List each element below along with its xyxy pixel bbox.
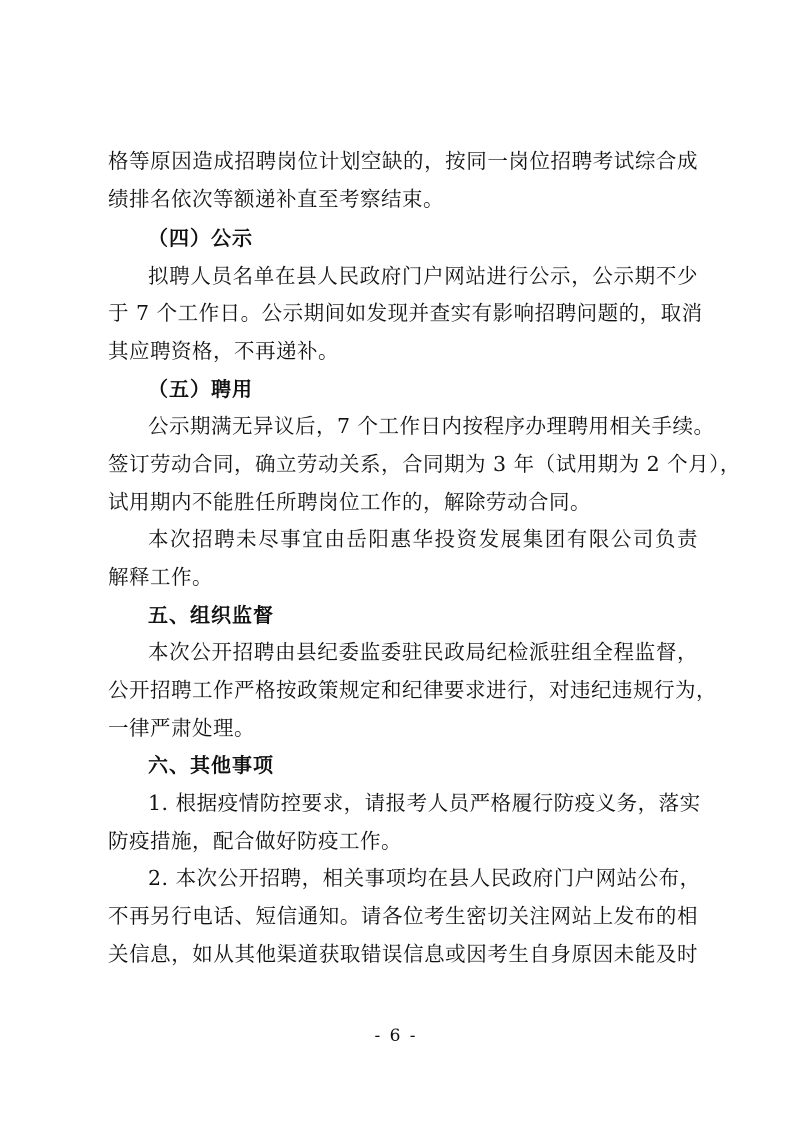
body-line: 不再另行电话、短信通知。请各位考生密切关注网站上发布的相 bbox=[108, 904, 698, 928]
body-line: 试用期内不能胜任所聘岗位工作的，解除劳动合同。 bbox=[108, 490, 591, 514]
body-line: 解释工作。 bbox=[108, 565, 213, 589]
body-line: 格等原因造成招聘岗位计划空缺的，按同一岗位招聘考试综合成 bbox=[108, 149, 698, 173]
section-heading-supervision: 五、组织监督 bbox=[148, 603, 274, 627]
body-line: 于 7 个工作日。公示期间如发现并查实有影响招聘问题的，取消 bbox=[108, 301, 703, 325]
section-heading-other-matters: 六、其他事项 bbox=[148, 753, 274, 777]
body-line: 防疫措施，配合做好防疫工作。 bbox=[108, 829, 402, 853]
body-line: 其应聘资格，不再递补。 bbox=[108, 339, 339, 363]
section-heading-publicity: （四）公示 bbox=[148, 226, 253, 250]
body-line: 签订劳动合同，确立劳动关系，合同期为 3 年（试用期为 2 个月）， bbox=[108, 452, 741, 476]
body-line: 本次招聘未尽事宜由岳阳惠华投资发展集团有限公司负责 bbox=[148, 527, 698, 551]
body-line: 本次公开招聘由县纪委监委驻民政局纪检派驻组全程监督， bbox=[148, 640, 698, 664]
page-number: - 6 - bbox=[374, 1026, 418, 1046]
body-line: 1. 根据疫情防控要求，请报考人员严格履行防疫义务，落实 bbox=[148, 791, 701, 815]
body-line: 关信息，如从其他渠道获取错误信息或因考生自身原因未能及时 bbox=[108, 942, 698, 966]
body-line: 一律严肃处理。 bbox=[108, 716, 255, 740]
body-line: 2. 本次公开招聘，相关事项均在县人民政府门户网站公布， bbox=[148, 866, 701, 890]
body-line: 绩排名依次等额递补直至考察结束。 bbox=[108, 187, 444, 211]
body-line: 拟聘人员名单在县人民政府门户网站进行公示，公示期不少 bbox=[148, 264, 698, 288]
body-line: 公开招聘工作严格按政策规定和纪律要求进行，对违纪违规行为， bbox=[108, 678, 717, 702]
body-line: 公示期满无异议后，7 个工作日内按程序办理聘用相关手续。 bbox=[148, 414, 715, 438]
section-heading-employment: （五）聘用 bbox=[148, 377, 253, 401]
